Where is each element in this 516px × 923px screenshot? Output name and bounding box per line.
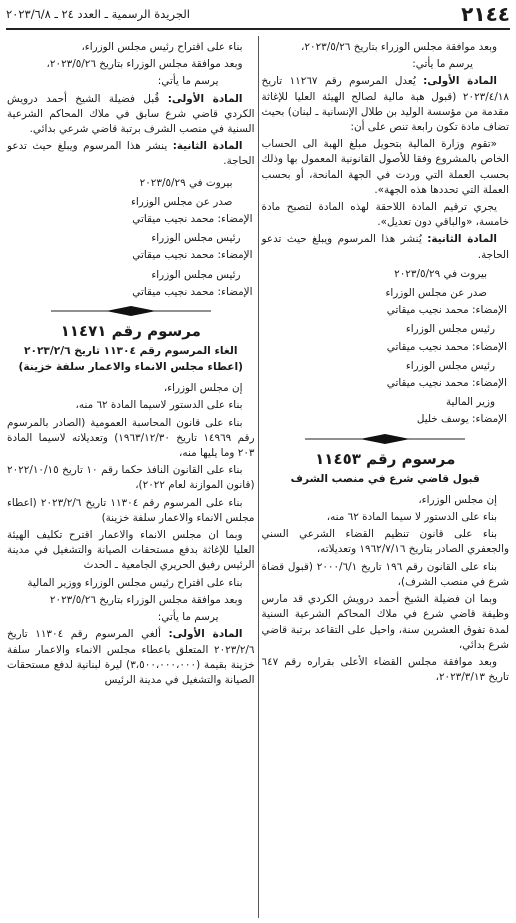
signature: الإمضاء: محمد نجيب ميقاتي	[132, 213, 253, 226]
signatory-title: رئيس مجلس الوزراء	[151, 268, 241, 281]
article-label: المادة الثانية:	[172, 140, 243, 153]
paragraph: إن مجلس الوزراء،	[418, 493, 497, 506]
article-label: المادة الثانية:	[427, 233, 497, 246]
paragraph: بناء على قانون المحاسبة العمومية (الصادر بالمرسوم رقم ١٤٩٦٩ تاريخ ١٩٦٣/١٢/٣٠) وتعديلاته لاسيما المادة ٢٠٣ وما يليها منه،	[7, 416, 255, 460]
signatory-title: رئيس مجلس الوزراء	[405, 359, 495, 372]
page-header	[6, 0, 510, 30]
paragraph: إن مجلس الوزراء،	[163, 382, 243, 395]
paragraph: وبعد موافقة مجلس الوزراء بتاريخ ٢٠٢٣/٥/٢٦،	[301, 41, 497, 53]
decree-subtitle: الغاء المرسوم رقم ١١٣٠٤ تاريخ ٢٠٢٣/٢/٦	[24, 345, 238, 358]
signatory-title: رئيس مجلس الوزراء	[405, 323, 495, 336]
article-text: ألغي المرسوم رقم ١١٣٠٤ تاريخ ٢٠٢٣/٢/٦ المتعلق باعطاء مجلس الانماء والاعمار سلفة خزينة بقيمة (٣،٥٠٠،٠٠٠،٠٠٠) ليرة لبنانية لدفع مستحقات الصيانة والتشغيل في مدينة الرئيس	[7, 628, 255, 686]
article-label: المادة الأولى:	[423, 75, 497, 88]
divider-ornament	[262, 434, 510, 444]
paragraph: بناء على القانون النافذ حكما رقم ١٠ تاريخ ٢٠٢٢/١٠/١٥ (قانون الموازنة لعام ٢٠٢٢)،	[7, 464, 255, 492]
article-text: يُعدل المرسوم رقم ١١٢٦٧ تاريخ ٢٠٢٣/٤/١٨ (قبول هبة مالية لصالح الهيئة العليا للإغاثة مقدمة من مؤسسة الوليد بن طلال الإنسانية ـ لبنان) بحيث تضاف مادة تكون رابعة تنص على أن:	[261, 75, 509, 134]
paragraph: يرسم ما يأتي:	[412, 58, 473, 71]
divider-ornament	[7, 306, 255, 316]
paragraph: وبما ان مجلس الانماء والاعمار اقترح تكليف الهيئة العليا للإغاثة بدفع مستحقات الصيانة والتشغيل في مدينة الرئيس رفيق الحريري الجامعية ـ الحدث	[7, 529, 255, 572]
decree-subtitle: قبول قاضي شرع في منصب الشرف	[290, 472, 480, 485]
article-label: المادة الأولى:	[167, 92, 243, 105]
article-1	[7, 627, 255, 688]
article-2	[262, 232, 510, 262]
paragraph: وبعد موافقة مجلس الوزراء بتاريخ ٢٠٢٣/٥/٢٦	[49, 593, 243, 606]
place-date: بيروت في ٢٠٢٣/٥/٢٩	[394, 267, 487, 280]
place-date: بيروت في ٢٠٢٣/٥/٢٩	[139, 176, 233, 189]
article-text: قُبل فضيلة الشيخ أحمد درويش الكردي قاضي شرع سابق في ملاك المحاكم الشرعية السنية في منصب الشرف برتبة قاضي شرعي بدائي.	[7, 92, 255, 136]
article-1	[7, 92, 255, 138]
columns	[4, 30, 512, 918]
signatory-title: وزير المالية	[445, 396, 495, 409]
paragraph: يرسم ما يأتي:	[157, 75, 219, 88]
article-text: يُنشر هذا المرسوم ويبلغ حيث تدعو الحاجة.	[261, 233, 509, 261]
right-column	[259, 30, 513, 918]
left-column	[4, 30, 258, 918]
signature: الإمضاء: يوسف خليل	[416, 413, 507, 426]
paragraph: بناء على الدستور لا سيما المادة ٦٢ منه،	[326, 511, 497, 524]
signature: الإمضاء: محمد نجيب ميقاتي	[132, 249, 253, 262]
article-2	[7, 139, 255, 169]
issued-by: صدر عن مجلس الوزراء	[130, 195, 233, 208]
paragraph: بناء على المرسوم رقم ١١٣٠٤ تاريخ ٢٠٢٣/٢/٦ (اعطاء مجلس الانماء والاعمار سلفة خزينة)	[7, 496, 255, 524]
paragraph: وبما ان فضيلة الشيخ أحمد درويش الكردي قد مارس وظيفة قاضي شرع في ملاك المحاكم الشرعية السنية لمدة تفوق العشرين سنة، واحيل على التقاعد برتبة قاضي شرع بدائي،	[261, 593, 509, 651]
page-number: ٢١٤٤	[461, 2, 510, 26]
article-text: ينشر هذا المرسوم ويبلغ حيث تدعو الحاجة.	[7, 140, 255, 168]
signature: الإمضاء: محمد نجيب ميقاتي	[386, 377, 507, 390]
signature: الإمضاء: محمد نجيب ميقاتي	[386, 304, 507, 317]
signature: الإمضاء: محمد نجيب ميقاتي	[386, 340, 507, 353]
paragraph: بناء على قانون تنظيم القضاء الشرعي السني والجعفري الصادر بتاريخ ١٩٦٢/٧/١٦ وتعديلاته،	[261, 528, 509, 556]
paragraph: بناء على اقتراح رئيس مجلس الوزراء،	[81, 41, 243, 53]
paragraph: وبعد موافقة مجلس القضاء الأعلى بقراره رقم ٦٤٧ تاريخ ٢٠٢٣/٣/١٣،	[261, 655, 509, 684]
quote: «تقوم وزارة المالية بتحويل مبلغ الهبة الى الحساب الخاص بالمشروع وفقا للأصول القانونية المعمول بها وذلك بحسب العملة التي وردت في الجهة المانحة، أو بحسب العملة التي تحددها هذه الجهة».	[261, 138, 509, 196]
paragraph: بناء على الدستور لاسيما المادة ٦٢ منه،	[75, 399, 243, 412]
paragraph: يجري ترقيم المادة اللاحقة لهذه المادة لتصبح مادة خامسة، «والباقي دون تعديل».	[261, 201, 509, 229]
issued-by: صدر عن مجلس الوزراء	[385, 287, 487, 300]
decree-title: مرسوم رقم ١١٤٥٣	[315, 449, 456, 468]
article-1	[262, 74, 510, 135]
signature: الإمضاء: محمد نجيب ميقاتي	[132, 285, 253, 298]
column-divider	[258, 36, 259, 918]
signatory-title: رئيس مجلس الوزراء	[151, 232, 241, 245]
paragraph: يرسم ما يأتي:	[157, 611, 219, 624]
gazette-title: الجريدة الرسمية ـ العدد ٢٤ ـ ٢٠٢٣/٦/٨	[6, 7, 190, 21]
paragraph: بناء على القانون رقم ١٩٦ تاريخ ٢٠٠٠/٦/١ (قبول قضاة شرع في منصب الشرف)،	[261, 560, 509, 588]
article-label: المادة الأولى:	[168, 628, 243, 641]
paragraph: وبعد موافقة مجلس الوزراء بتاريخ ٢٠٢٣/٥/٢٦،	[46, 58, 243, 71]
decree-subtitle: (اعطاء مجلس الانماء والاعمار سلفة خزينة)	[18, 361, 243, 374]
decree-title: مرسوم رقم ١١٤٧١	[60, 322, 201, 341]
paragraph: بناء على اقتراح رئيس مجلس الوزراء ووزير المالية	[27, 576, 243, 589]
